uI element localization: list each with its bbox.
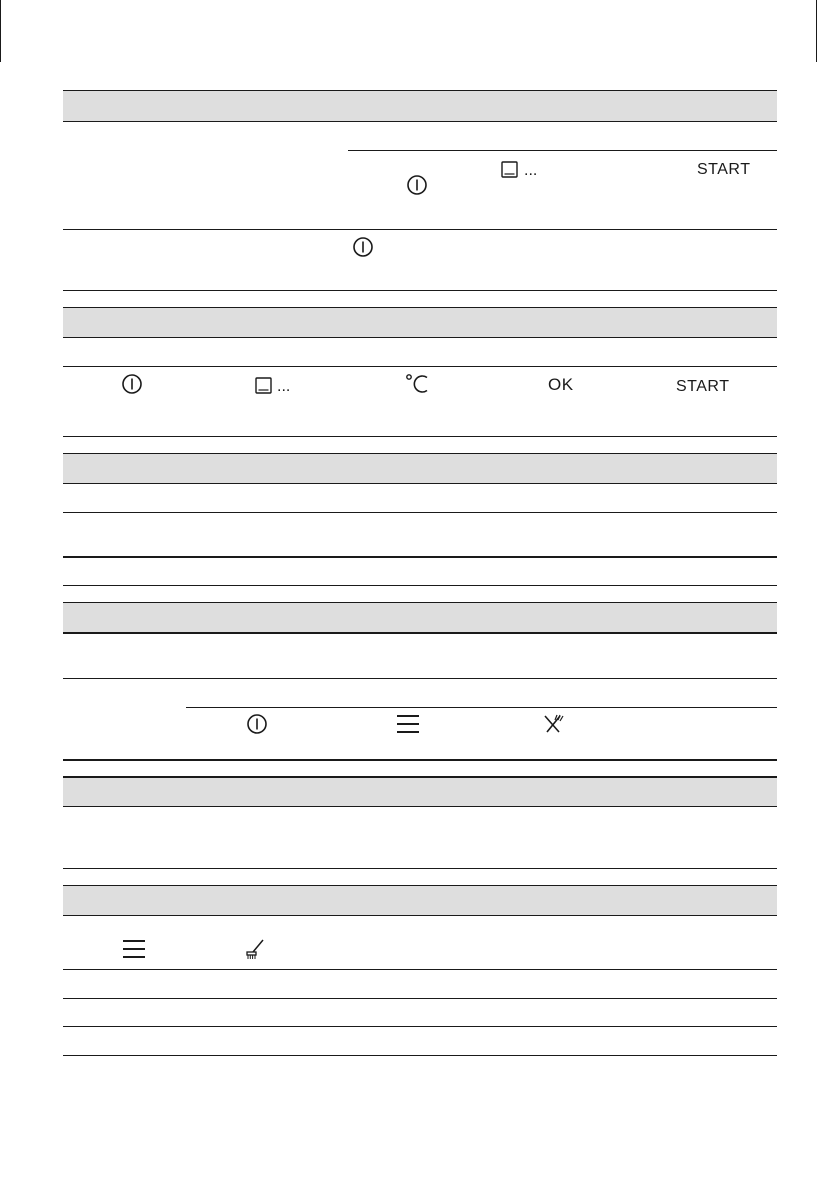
ok-label: OK xyxy=(548,375,574,394)
section-6-header xyxy=(63,886,777,915)
rule xyxy=(63,229,777,230)
power-icon xyxy=(121,373,143,395)
rule xyxy=(63,453,777,454)
temperature-celsius-icon xyxy=(405,373,431,395)
ellipsis: ... xyxy=(277,378,291,395)
section-2-header xyxy=(63,308,777,337)
rule xyxy=(348,150,777,151)
rule xyxy=(63,366,777,367)
section-5-header xyxy=(63,777,777,806)
rule xyxy=(63,776,777,778)
rule xyxy=(63,602,777,603)
rule xyxy=(63,759,777,761)
cutlery-icon xyxy=(542,713,564,735)
rule xyxy=(63,1026,777,1027)
rule xyxy=(63,1055,777,1056)
section-4-header xyxy=(63,603,777,632)
rule xyxy=(63,556,777,558)
oven-function-icon xyxy=(255,377,273,395)
menu-icon xyxy=(122,938,146,960)
menu-icon xyxy=(396,713,420,735)
rule xyxy=(63,337,777,338)
rule xyxy=(63,868,777,869)
rule xyxy=(63,806,777,807)
rule xyxy=(63,512,777,513)
rule xyxy=(63,885,777,886)
rule xyxy=(63,585,777,586)
power-icon xyxy=(246,713,268,735)
rule xyxy=(63,290,777,291)
power-icon xyxy=(352,236,374,258)
oven-function-icon xyxy=(501,161,519,179)
start-label: START xyxy=(697,161,751,178)
start-label: START xyxy=(676,378,730,395)
rule xyxy=(63,307,777,308)
rule xyxy=(186,707,777,708)
rule xyxy=(63,436,777,437)
rule xyxy=(63,915,777,916)
rule xyxy=(63,121,777,122)
section-1-header xyxy=(63,91,777,121)
cleaning-brush-icon xyxy=(244,938,266,960)
section-3-header xyxy=(63,454,777,483)
ellipsis: ... xyxy=(524,162,538,179)
rule xyxy=(63,998,777,999)
rule xyxy=(63,678,777,679)
crop-mark-right xyxy=(816,0,817,62)
rule xyxy=(63,90,777,91)
crop-mark-left xyxy=(0,0,1,62)
rule xyxy=(63,483,777,484)
rule xyxy=(63,632,777,634)
power-icon xyxy=(406,174,428,196)
rule xyxy=(63,969,777,970)
